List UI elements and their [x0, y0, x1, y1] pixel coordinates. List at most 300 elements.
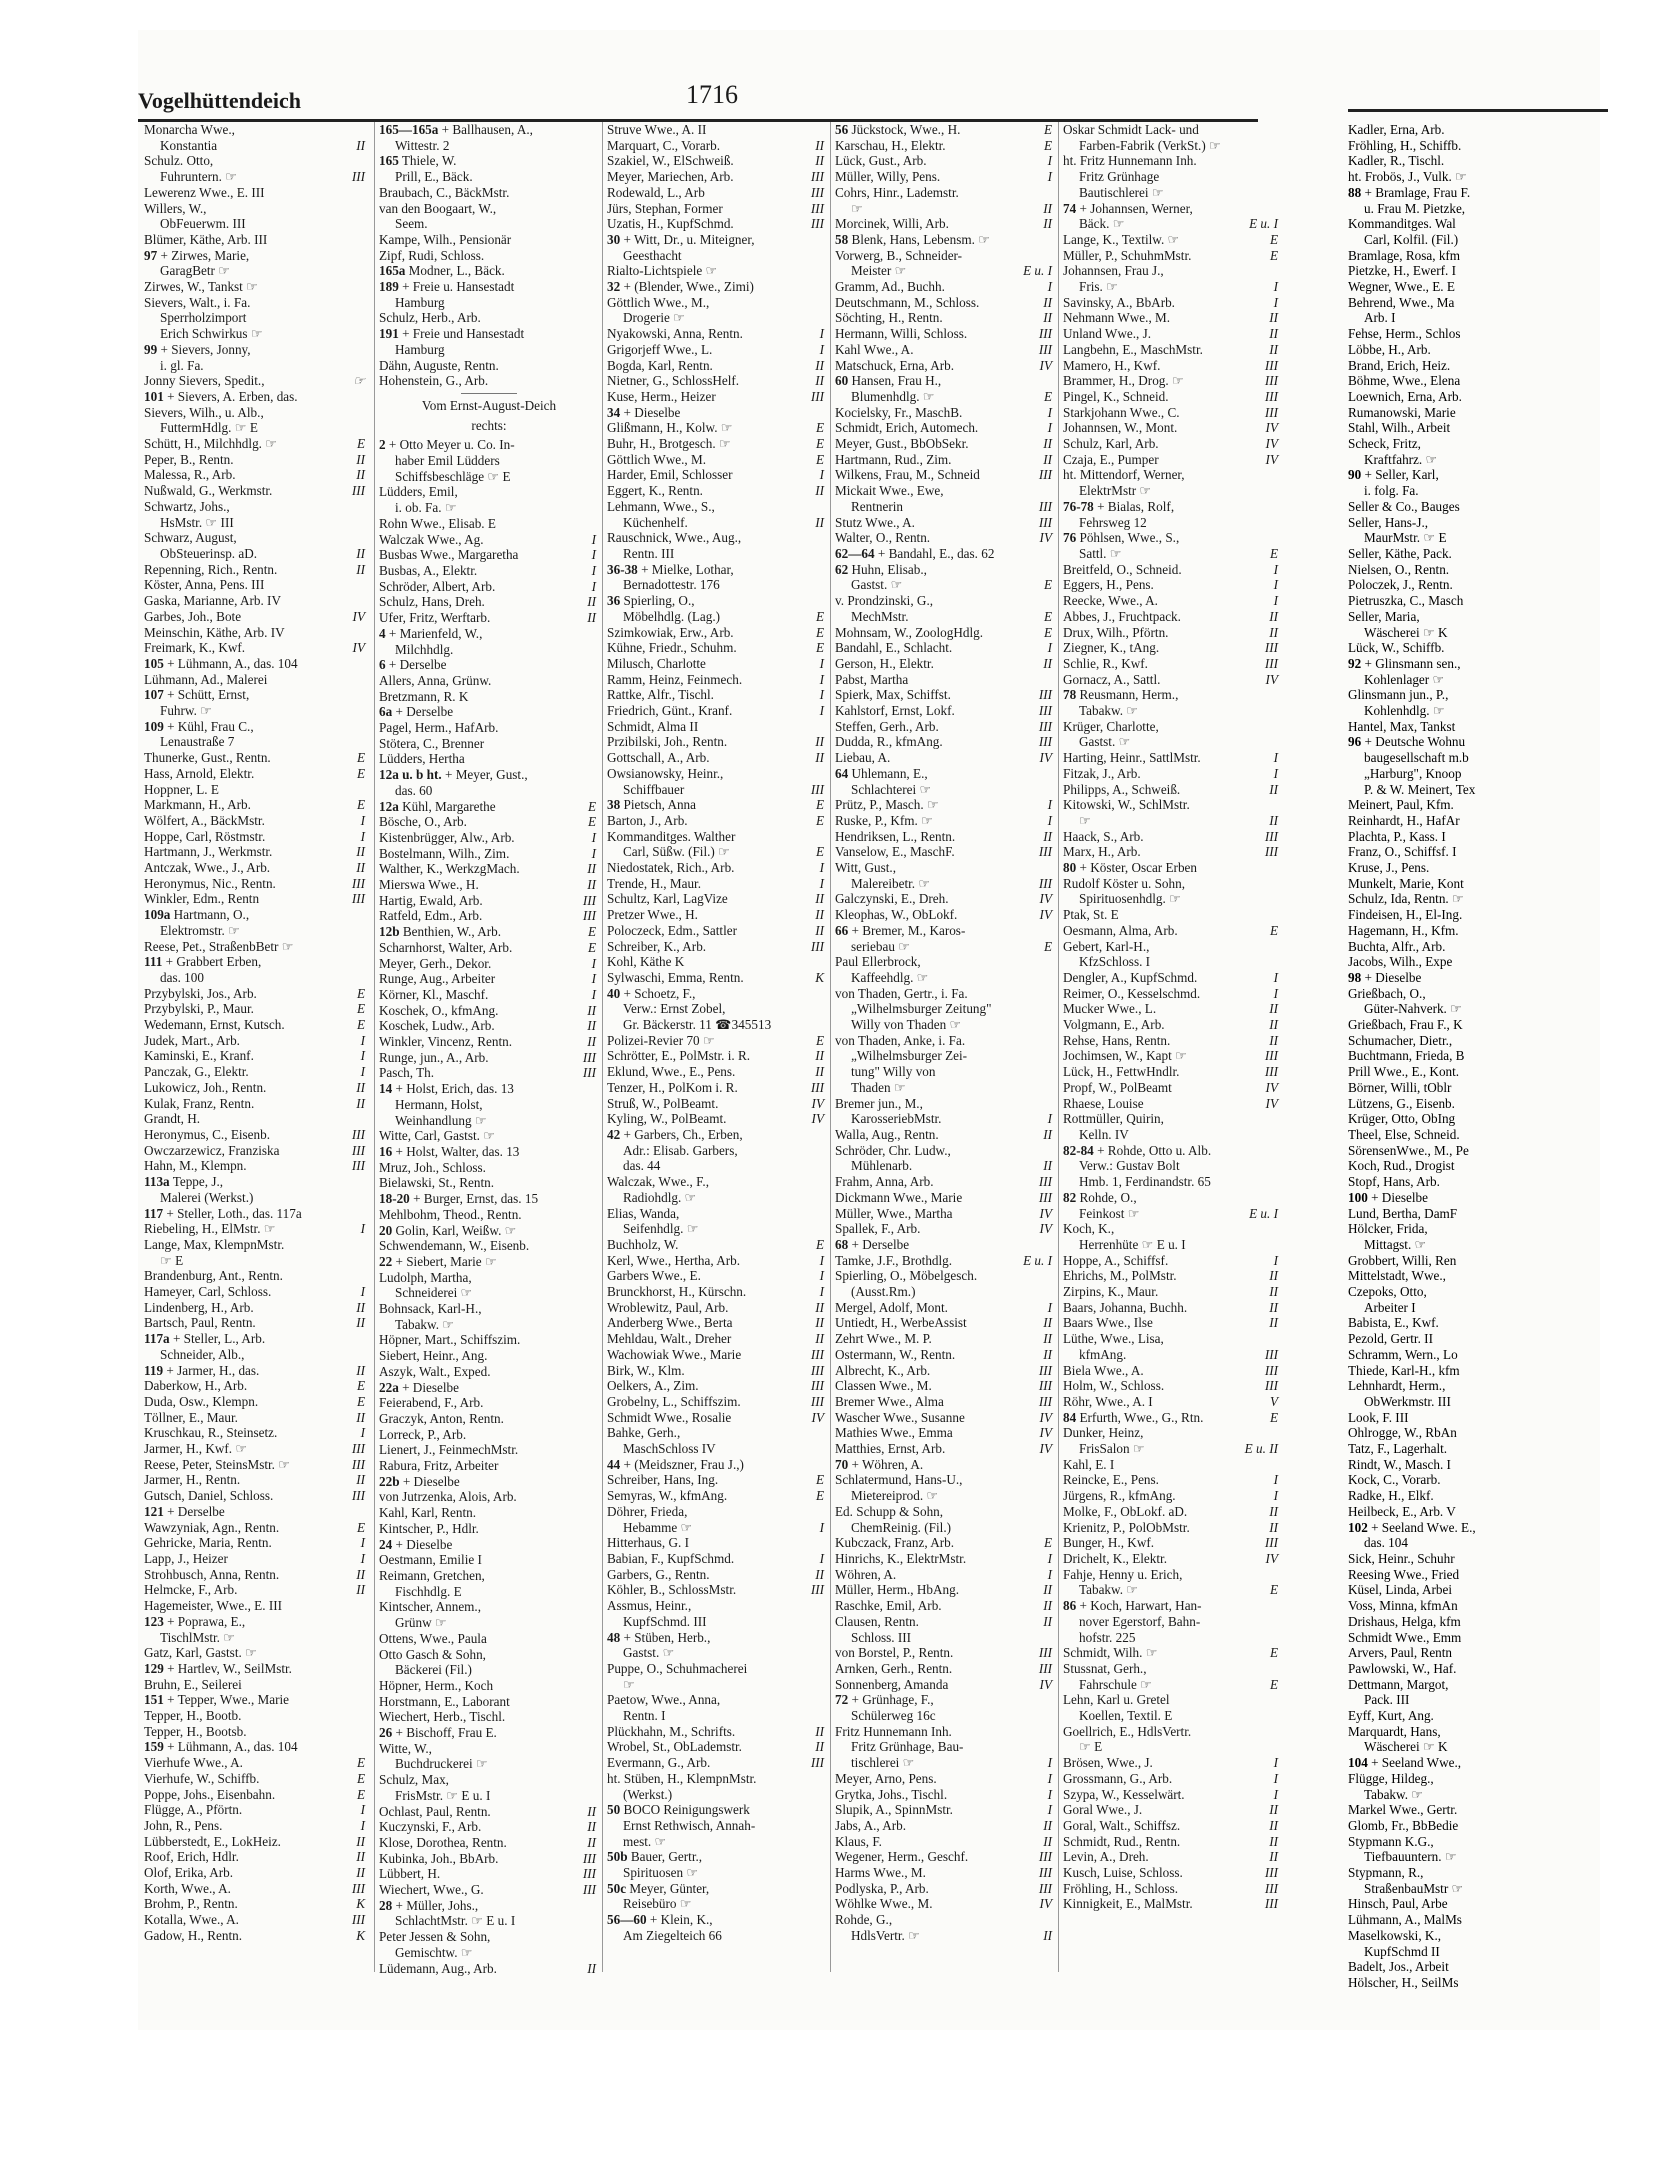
floor-marker: IV [1265, 436, 1278, 452]
directory-entry: Jarmer, H., Kwf. ☞ III [144, 1441, 365, 1457]
floor-marker: IV [811, 1111, 824, 1127]
directory-entry: Hölcker, Frida, [1348, 1221, 1428, 1237]
page-number: 1716 [686, 80, 738, 109]
floor-marker: II [1043, 1833, 1052, 1849]
directory-entry: 30 + Witt, Dr., u. Miteigner, [607, 231, 755, 247]
directory-entry: Polizei-Revier 70 ☞ E [607, 1032, 824, 1048]
directory-entry: Röhr, Wwe., A. I V [1063, 1393, 1278, 1409]
directory-entry: Rentn. III [623, 545, 675, 561]
directory-entry: Schmidt Wwe., Emm [1348, 1629, 1462, 1645]
directory-entry: 20 Golin, Karl, Weißw. ☞ [379, 1222, 517, 1238]
floor-marker: II [1043, 310, 1052, 326]
floor-marker: I [360, 1425, 365, 1441]
floor-marker: II [587, 1819, 596, 1835]
directory-entry: Kühne, Friedr., Schuhm. E [607, 640, 824, 656]
directory-entry: Kahl, Karl, Rentn. [379, 1505, 477, 1521]
floor-marker: II [1269, 1032, 1278, 1048]
directory-entry: Matthies, Ernst, Arb. IV [835, 1441, 1052, 1457]
directory-entry: Gutsch, Daniel, Schloss. III [144, 1488, 365, 1504]
directory-entry: Schramm, Wern., Lo [1348, 1346, 1458, 1362]
floor-marker: II [356, 1849, 365, 1865]
directory-entry: Dickmann Wwe., Marie III [835, 1189, 1052, 1205]
directory-entry: Möbelhdlg. (Lag.) E [623, 608, 824, 624]
floor-marker: II [1269, 608, 1278, 624]
directory-entry: Fahrschule ☞ E [1079, 1676, 1278, 1692]
directory-entry: Arvers, Paul, Rentn [1348, 1645, 1453, 1661]
floor-marker: I [819, 655, 824, 671]
directory-entry: ObWerkmstr. III [1364, 1393, 1451, 1409]
directory-entry: Theel, Else, Schneid. [1348, 1127, 1460, 1142]
directory-entry: Mittagst. ☞ [1364, 1236, 1427, 1252]
directory-entry: Wedemann, Ernst, Kutsch. E [144, 1017, 365, 1033]
floor-marker: III [1038, 1880, 1052, 1896]
directory-entry: 12b Benthien, W., Arb. E [379, 924, 596, 940]
directory-entry: v. Prondzinski, G., [835, 593, 934, 609]
directory-entry: 74 + Johannsen, Werner, [1063, 200, 1193, 216]
floor-marker: E [587, 939, 596, 955]
directory-entry: Schreiber, K., Arb. III [607, 938, 824, 954]
directory-entry: Farben-Fabrik (VerkSt.) ☞ [1079, 137, 1221, 153]
directory-entry: Schulz, Max, [379, 1772, 449, 1788]
directory-entry: KupfSchmd II [1364, 1943, 1440, 1959]
directory-entry: Pietzke, H., Ewerf. I [1348, 263, 1457, 279]
directory-entry: Rattke, Alfr., Tischl. I [607, 687, 824, 703]
directory-entry: Kampe, Wilh., Pensionär [379, 231, 512, 247]
directory-entry: haber Emil Lüdders [395, 453, 500, 469]
directory-entry: Stahl, Wilh., Arbeit [1348, 420, 1451, 436]
floor-marker: E [1043, 608, 1052, 624]
floor-marker: II [1269, 1284, 1278, 1300]
floor-marker: II [815, 373, 824, 389]
directory-entry: Fuhrw. ☞ [160, 703, 212, 719]
directory-entry: Fahje, Henny u. Erich, [1063, 1566, 1183, 1582]
floor-marker: III [1264, 655, 1278, 671]
directory-entry: Wäscherei ☞ K [1364, 624, 1448, 640]
directory-entry: Thaden ☞ [851, 1079, 906, 1095]
directory-entry: Schneider, Alb., [160, 1346, 245, 1362]
floor-marker: I [1273, 1755, 1278, 1771]
directory-entry: Steffen, Gerh., Arb. III [835, 718, 1052, 734]
floor-marker: II [356, 1079, 365, 1095]
directory-entry: Ratfeld, Edm., Arb. III [379, 908, 596, 924]
directory-entry: Glomb, Fr., BbBedie [1348, 1817, 1459, 1833]
directory-entry: Kulak, Franz, Rentn. II [144, 1095, 365, 1111]
directory-entry: Verw.: Ernst Zobel, [623, 1001, 726, 1017]
floor-marker: I [1047, 1566, 1052, 1582]
directory-entry: Mickait Wwe., Ewe, [835, 483, 944, 499]
directory-entry: Sievers, Wilh., u. Alb., [144, 404, 264, 420]
directory-entry: Munkelt, Marie, Kont [1348, 875, 1464, 891]
directory-entry: Koch, Rud., Drogist [1348, 1158, 1455, 1174]
directory-entry: Zirpins, K., Maur. II [1063, 1284, 1278, 1300]
directory-entry: Rialto-Lichtspiele ☞ [607, 263, 718, 279]
directory-entry: tischlerei ☞ I [851, 1755, 1052, 1771]
directory-column-5 [1058, 122, 1284, 1972]
directory-entry: Meinschin, Käthe, Arb. IV [144, 624, 285, 640]
directory-entry: 18-20 + Burger, Ernst, das. 15 [379, 1191, 539, 1207]
directory-entry: Hass, Arnold, Elektr. E [144, 765, 365, 781]
directory-entry: Owsianowsky, Heinr., [607, 765, 724, 781]
directory-entry: Konstantia II [160, 137, 365, 153]
directory-entry: ChemReinig. (Fil.) [851, 1519, 952, 1535]
floor-marker: K [356, 1896, 365, 1912]
directory-entry: Gaska, Marianne, Arb. IV [144, 593, 281, 609]
directory-entry: Pagel, Herm., HafArb. [379, 720, 499, 736]
directory-entry: das. 100 [160, 969, 204, 985]
directory-entry: Kusch, Luise, Schloss. III [1063, 1865, 1278, 1881]
directory-entry: Jochimsen, W., Kapt ☞ III [1063, 1048, 1278, 1064]
directory-entry: Gemischtw. ☞ [395, 1944, 473, 1960]
floor-marker: I [591, 829, 596, 845]
directory-entry: Repenning, Rich., Rentn. II [144, 561, 365, 577]
directory-entry: Stötera, C., Brenner [379, 735, 485, 751]
directory-entry: Walter, O., Rentn. IV [835, 530, 1052, 546]
floor-marker: II [815, 734, 824, 750]
directory-entry: Kinnigkeit, E., MalMstr. III [1063, 1896, 1278, 1912]
directory-entry: Ptak, St. E [1063, 907, 1119, 923]
directory-entry: (Werkst.) [623, 1786, 673, 1802]
directory-entry: ht. Mittendorf, Werner, [1063, 467, 1185, 483]
floor-marker: E [815, 797, 824, 813]
directory-entry: Lück, Gust., Arb. I [835, 153, 1052, 169]
directory-entry: Schütt, H., Milchhdlg. ☞ E [144, 436, 365, 452]
directory-entry: Hermann, Holst, [395, 1096, 483, 1112]
directory-entry: Kintscher, Annem., [379, 1599, 482, 1615]
directory-entry: Milchhdlg. [395, 641, 454, 657]
directory-entry: Tenzer, H., PolKom i. R. III [607, 1079, 824, 1095]
directory-entry: Duda, Osw., Klempn. E [144, 1393, 365, 1409]
floor-marker: III [1264, 1865, 1278, 1881]
directory-entry: Garbers Wwe., E. I [607, 1268, 824, 1284]
directory-entry: Przibilski, Joh., Rentn. II [607, 734, 824, 750]
directory-entry: 101 + Sievers, A. Erben, das. [144, 388, 298, 404]
floor-marker: I [819, 671, 824, 687]
directory-entry: Schreiber, Hans, Ing. E [607, 1472, 824, 1488]
floor-marker: III [1038, 703, 1052, 719]
directory-entry: Schiffsbeschläge ☞ E [395, 468, 511, 484]
floor-marker: III [1264, 357, 1278, 373]
floor-marker: II [1043, 828, 1052, 844]
directory-entry: Kuczynski, F., Arb. II [379, 1819, 596, 1835]
directory-entry: Schmidt, Wilh. ☞ E [1063, 1645, 1278, 1661]
floor-marker: II [1043, 200, 1052, 216]
directory-entry: Lund, Bertha, DamF [1348, 1205, 1458, 1221]
directory-entry: 64 Uhlemann, E., [835, 765, 928, 781]
directory-entry: 22 + Siebert, Marie ☞ [379, 1253, 497, 1269]
directory-entry: Mohnsam, W., ZoologHdlg. E [835, 624, 1052, 640]
directory-entry: Mergel, Adolf, Mont. I [835, 1299, 1052, 1315]
floor-marker: III [1038, 1362, 1052, 1378]
directory-entry: Otto Gasch & Sohn, [379, 1646, 486, 1662]
directory-entry: Reimann, Gretchen, [379, 1567, 485, 1583]
directory-entry: Schröder, Albert, Arb. I [379, 578, 596, 594]
directory-entry: Clausen, Rentn. II [835, 1613, 1052, 1629]
floor-marker: IV [352, 608, 365, 624]
directory-entry: „Harburg", Knoop [1364, 765, 1462, 781]
directory-entry: Körner, Kl., Maschf. I [379, 986, 596, 1002]
directory-entry: Rohde, G., [835, 1912, 893, 1928]
directory-entry: Willers, W., [144, 200, 207, 216]
directory-entry: Bielawski, St., Rentn. [379, 1175, 495, 1191]
directory-entry: Grießbach, O., [1348, 985, 1426, 1001]
directory-entry: Molke, F., ObLokf. aD. II [1063, 1503, 1278, 1519]
directory-entry: Geesthacht [623, 247, 682, 263]
floor-marker: II [815, 1723, 824, 1739]
directory-entry: Friedrich, Günt., Kranf. I [607, 703, 824, 719]
floor-marker: II [356, 1299, 365, 1315]
directory-entry: Eggert, K., Rentn. II [607, 483, 824, 499]
floor-marker: E [1043, 137, 1052, 153]
directory-entry: Börner, Willi, tOblr [1348, 1079, 1452, 1095]
directory-entry: Walla, Aug., Rentn. II [835, 1127, 1052, 1142]
directory-entry: 82 Rohde, O., [1063, 1189, 1137, 1205]
directory-entry: Bandahl, E., Schlacht. I [835, 640, 1052, 656]
directory-entry: Grytka, Johs., Tischl. I [835, 1786, 1052, 1802]
floor-marker: II [1043, 1127, 1052, 1142]
directory-entry: Dähn, Auguste, Rentn. [379, 357, 499, 373]
directory-entry: Babian, F., KupfSchmd. I [607, 1550, 824, 1566]
directory-entry: Bahke, Gerh., [607, 1425, 681, 1441]
floor-marker: III [582, 1065, 596, 1081]
floor-marker: E [815, 420, 824, 436]
floor-marker: III [1038, 734, 1052, 750]
directory-entry: 165—165a + Ballhausen, A., [379, 122, 533, 137]
directory-entry: Walczak, Wwe., F., [607, 1174, 710, 1190]
floor-marker: I [1273, 561, 1278, 577]
directory-entry: Bartsch, Paul, Rentn. II [144, 1315, 365, 1331]
directory-entry: Marquart, C., Vorarb. II [607, 137, 824, 153]
floor-marker: I [591, 971, 596, 987]
directory-entry: Struß, W., PolBeamt. IV [607, 1095, 824, 1111]
floor-marker: III [1264, 1535, 1278, 1551]
floor-marker: E [1269, 1645, 1278, 1661]
floor-marker: E [1269, 1582, 1278, 1598]
directory-entry: Kommanditges. Wal [1348, 216, 1456, 232]
directory-entry: Niedostatek, Rich., Arb. I [607, 860, 824, 876]
directory-entry: ElektrMstr ☞ [1079, 483, 1152, 499]
directory-entry: Buchholz, W. E [607, 1236, 824, 1252]
directory-entry: Rauschnick, Wwe., Aug., [607, 530, 742, 546]
floor-marker: II [1043, 1598, 1052, 1614]
directory-entry: MaurMstr. ☞ E [1364, 530, 1447, 546]
directory-entry: Bremer jun., M., [835, 1095, 923, 1111]
directory-entry: Lukowicz, Joh., Rentn. II [144, 1079, 365, 1095]
directory-entry: Malessa, R., Arb. II [144, 467, 365, 483]
floor-marker: II [815, 907, 824, 923]
directory-entry: Spirituosen ☞ [623, 1865, 699, 1881]
directory-entry: Czepoks, Otto, [1348, 1284, 1427, 1300]
directory-entry: StraßenbauMstr ☞ [1364, 1880, 1464, 1896]
floor-marker: I [1273, 969, 1278, 985]
floor-marker: E [356, 985, 365, 1001]
directory-entry: Nußwald, G., Werkmstr. III [144, 483, 365, 499]
floor-marker: III [1038, 875, 1052, 891]
directory-entry: Roof, Erich, Hdlr. II [144, 1849, 365, 1865]
directory-entry: Look, F. III [1348, 1409, 1409, 1425]
directory-entry: Hitterhaus, G. I [607, 1535, 690, 1551]
floor-marker: II [356, 137, 365, 153]
directory-entry: Kistenbrügger, Alw., Arb. I [379, 829, 596, 845]
directory-entry: 88 + Bramlage, Frau F. [1348, 184, 1471, 200]
directory-entry: Hameyer, Carl, Schloss. I [144, 1284, 365, 1300]
directory-entry: Karschau, H., Elektr. E [835, 137, 1052, 153]
directory-entry: Kyling, W., PolBeamt. IV [607, 1111, 824, 1127]
directory-entry: Eklund, Wwe., E., Pens. II [607, 1064, 824, 1080]
directory-entry: Spierk, Max, Schiffst. III [835, 687, 1052, 703]
floor-marker: IV [1039, 530, 1052, 546]
directory-entry: Pack. III [1364, 1692, 1410, 1708]
floor-marker: III [1264, 1880, 1278, 1896]
directory-entry: Prill Wwe., E., Kont. [1348, 1064, 1460, 1080]
floor-marker: III [810, 1393, 824, 1409]
directory-entry: Reinhardt, H., HafAr [1348, 812, 1460, 828]
directory-entry: Rodewald, L., Arb III [607, 184, 824, 200]
floor-marker: I [1047, 1770, 1052, 1786]
floor-marker: I [1047, 640, 1052, 656]
directory-entry: Reese, Pet., StraßenbBetr ☞ [144, 938, 294, 954]
directory-entry: Goral, Walt., Schiffsz. II [1063, 1817, 1278, 1833]
directory-entry: Assmus, Heinr., [607, 1598, 692, 1614]
directory-entry: Flügge, A., Pförtn. I [144, 1802, 365, 1818]
directory-entry: Wegener, Herm., Geschf. III [835, 1849, 1052, 1865]
directory-entry: Brammer, H., Drog. ☞ III [1063, 373, 1278, 389]
floor-marker: I [1273, 1770, 1278, 1786]
directory-entry: Nehmann Wwe., M. II [1063, 310, 1278, 326]
directory-entry: Carl, Süßw. (Fil.) ☞ E [623, 844, 824, 860]
floor-marker: III [1038, 467, 1052, 483]
section-heading: rechts: [471, 417, 507, 433]
directory-entry: Wachowiak Wwe., Marie III [607, 1346, 824, 1362]
directory-entry: 102 + Seeland Wwe. E., [1348, 1519, 1476, 1535]
floor-marker: II [587, 1002, 596, 1018]
directory-entry: Semyras, W., kfmAng. E [607, 1488, 824, 1504]
directory-entry: Kaffeehdlg. ☞ [851, 969, 929, 985]
directory-entry: Rehse, Hans, Rentn. II [1063, 1032, 1278, 1048]
directory-entry: 121 + Derselbe [144, 1503, 225, 1519]
directory-entry: Wascher Wwe., Susanne IV [835, 1409, 1052, 1425]
directory-entry: Milusch, Charlotte I [607, 655, 824, 671]
directory-entry: Stypmann K.G., [1348, 1833, 1434, 1849]
directory-entry: 62—64 + Bandahl, E., das. 62 [835, 545, 995, 561]
directory-entry: 4 + Marienfeld, W., [379, 625, 483, 641]
directory-entry: Fröhling, H., Schiffb. [1348, 137, 1462, 153]
directory-entry: Wrobel, St., ObLademstr. II [607, 1739, 824, 1755]
directory-entry: Lindenberg, H., Arb. II [144, 1299, 365, 1315]
directory-entry: Jonny Sievers, Spedit., ☞ [144, 373, 365, 389]
directory-entry: Sonnenberg, Amanda IV [835, 1676, 1052, 1692]
directory-entry: Winkler, Vincenz, Rentn. II [379, 1034, 596, 1050]
directory-entry: Riebeling, H., ElMstr. ☞ I [144, 1221, 365, 1237]
floor-marker: III [582, 892, 596, 908]
floor-marker: III [810, 388, 824, 404]
floor-marker: IV [1265, 420, 1278, 436]
floor-marker: III [351, 1488, 365, 1504]
directory-entry: 36 Spierling, O., [607, 593, 695, 609]
directory-page [138, 30, 1460, 2030]
directory-entry: Bramlage, Rosa, kfm [1348, 247, 1461, 263]
directory-entry: Verw.: Gustav Bolt [1079, 1158, 1180, 1174]
floor-marker: III [1038, 1849, 1052, 1865]
directory-entry: 165 Thiele, W. [379, 153, 457, 169]
page-header [138, 70, 1270, 126]
floor-marker: II [1269, 1503, 1278, 1519]
directory-entry: Badelt, Jos., Arbeit [1348, 1959, 1449, 1975]
directory-entry: Tabakw. ☞ E [1079, 1582, 1278, 1598]
directory-entry: Zipf, Rudi, Schloss. [379, 247, 485, 263]
floor-marker: III [582, 1866, 596, 1882]
floor-marker: I [360, 1032, 365, 1048]
directory-entry: Mietereiprod. ☞ [851, 1488, 939, 1504]
directory-entry: Mehldau, Walt., Dreher II [607, 1331, 824, 1347]
directory-entry: Küsel, Linda, Arbei [1348, 1582, 1453, 1598]
directory-entry: 119 + Jarmer, H., das. II [144, 1362, 365, 1378]
directory-entry: Heilbeck, E., Arb. V [1348, 1503, 1456, 1519]
directory-entry: Hartig, Ewald, Arb. III [379, 892, 596, 908]
floor-marker: I [360, 1817, 365, 1833]
directory-entry: SörensenWwe., M., Pe [1348, 1142, 1469, 1158]
directory-entry: hofstr. 225 [1079, 1629, 1136, 1645]
directory-entry: Hoppner, L. E [144, 781, 219, 797]
directory-entry: Schultz, Karl, LagVize II [607, 891, 824, 907]
directory-entry: Kahl Wwe., A. III [835, 341, 1052, 357]
directory-entry: Breitfeld, O., Schneid. I [1063, 561, 1278, 577]
directory-entry: ht. Frobös, J., Vulk. ☞ [1348, 169, 1467, 185]
directory-entry: Schiffbauer III [623, 781, 824, 797]
directory-entry: Bruhn, E., Seilerei [144, 1676, 242, 1692]
floor-marker: IV [1265, 1079, 1278, 1095]
directory-entry: 113a Teppe, J., [144, 1174, 224, 1190]
floor-marker: IV [1039, 357, 1052, 373]
floor-marker: III [582, 1850, 596, 1866]
floor-marker: I [591, 845, 596, 861]
directory-entry: Hermann, Willi, Schloss. III [835, 326, 1052, 342]
directory-entry: Radke, H., Elkf. [1348, 1488, 1434, 1504]
directory-entry: Thiede, Karl-H., kfm [1348, 1362, 1460, 1378]
floor-marker: III [351, 169, 365, 185]
directory-entry: Böhme, Wwe., Elena [1348, 373, 1461, 389]
directory-entry: Wöhren, A. I [835, 1566, 1052, 1582]
directory-entry: Köhler, B., SchlossMstr. III [607, 1582, 824, 1598]
floor-marker: E u. I [1249, 1205, 1278, 1221]
directory-entry: Brunckhorst, H., Kürschn. I [607, 1284, 824, 1300]
directory-entry: Grigorjeff Wwe., L. I [607, 341, 824, 357]
floor-marker: IV [811, 1095, 824, 1111]
directory-entry: Reimer, O., Kesselschmd. I [1063, 985, 1278, 1001]
floor-marker: III [1038, 687, 1052, 703]
floor-marker: III [810, 1378, 824, 1394]
directory-entry: 24 + Dieselbe [379, 1536, 453, 1552]
directory-entry: 6 + Derselbe [379, 657, 447, 673]
directory-entry: Mucker Wwe., L. II [1063, 1001, 1278, 1017]
directory-entry: seriebau ☞ E [851, 938, 1052, 954]
directory-entry: Biela Wwe., A. III [1063, 1362, 1278, 1378]
floor-marker: II [1043, 1613, 1052, 1629]
floor-marker: II [1269, 1519, 1278, 1535]
directory-entry: Oesmann, Alma, Arb. E [1063, 922, 1278, 938]
directory-entry: Starkjohann Wwe., C. III [1063, 404, 1278, 420]
directory-entry: Horstmann, E., Laborant [379, 1693, 510, 1709]
directory-entry: Marquardt, Hans, [1348, 1723, 1441, 1739]
floor-marker: II [1269, 310, 1278, 326]
directory-entry: 70 + Wöhren, A. [835, 1456, 924, 1472]
floor-marker: E [815, 1032, 824, 1048]
floor-marker: II [1269, 781, 1278, 797]
directory-entry: Schulz, Ida, Rentn. ☞ [1348, 891, 1464, 907]
directory-entry: Owczarzewicz, Franziska III [144, 1142, 365, 1158]
directory-entry: Hinsch, Paul, Arbe [1348, 1896, 1448, 1912]
floor-marker: I [819, 860, 824, 876]
directory-entry: 56 Jückstock, Wwe., H. E [835, 122, 1052, 137]
